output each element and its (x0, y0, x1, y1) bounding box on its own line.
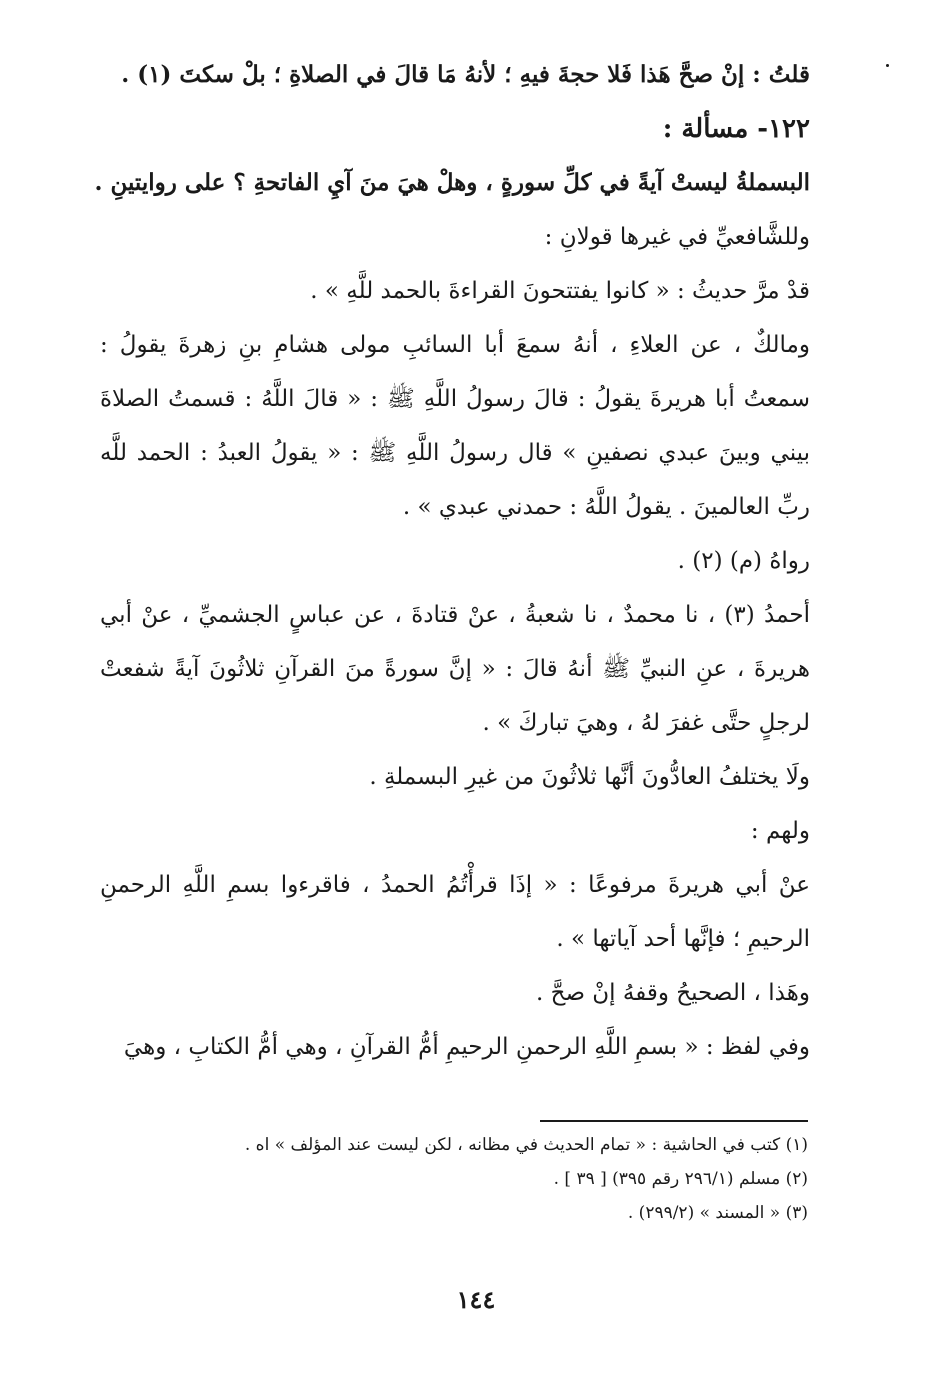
footnotes (200, 1128, 808, 1230)
page-body (94, 48, 810, 1074)
footnote-divider (540, 1120, 808, 1122)
footnote-1: (١) كتب في الحاشية : « تمام الحديث في مظانه ، لكن ليست عند المؤلف » اه . (244, 1135, 808, 1155)
page-number: ١٤٤ (456, 1285, 496, 1314)
footnote-2: (٢) مسلم (٢٩٦/١ رقم ٣٩٥) [ ٣٩ ] . (553, 1169, 808, 1189)
malik-narration: ومالكٌ ، عن العلاءِ ، أنهُ سمعَ أبا السائبِ مولى هشامِ بنِ زهرةَ يقولُ : سمعتُ أبا هريرةَ يقولُ : قالَ رسولُ اللَّهِ ﷺ : « قالَ اللَّهُ : قسمتُ الصلاةَ بيني وبينَ عبدي نصفينِ » قال رسولُ اللَّهِ ﷺ : « يقولُ العبدُ : الحمد للَّه ربِّ العالمينَ . يقولُ اللَّهُ : حمدني عبدي » . (100, 332, 810, 520)
muslim-attribution: رواهُ (م) (٢) . (677, 548, 810, 574)
ahmad-narration: أحمدُ (٣) ، نا محمدٌ ، نا شعبةُ ، عنْ قتادةَ ، عن عباسٍ الجشميِّ ، عنْ أبي هريرةَ ، عنِ النبيِّ ﷺ أنهُ قالَ : « إنَّ سورةً منَ القرآنِ ثلاثُونَ آيةً شفعتْ لرجلٍ حتَّى غفرَ لهُ ، وهيَ تباركَ » . (100, 602, 810, 736)
issue-heading: ١٢٢- مسألة : (662, 114, 810, 144)
footnote-3: (٣) « المسند » (٢٩٩/٢) . (627, 1203, 808, 1223)
shafii-opinion: وللشَّافعيِّ في غيرها قولانِ : (544, 224, 810, 250)
issue-question: البسملةُ ليستْ آيةً في كلِّ سورةٍ ، وهلْ هيَ منَ آيِ الفاتحةِ ؟ على روايتينِ . (94, 169, 810, 196)
another-wording: وفي لفظ : « بسمِ اللَّهِ الرحمنِ الرحيمِ أمُّ القرآنِ ، وهي أمُّ الكتابِ ، وهيَ (123, 1034, 810, 1060)
hadith-iftitah: قدْ مرَّ حديثُ : « كانوا يفتتحونَ القراءةَ بالحمد للَّهِ » . (310, 278, 810, 304)
counters-statement: ولَا يختلفُ العادُّونَ أنَّها ثلاثُونَ من غيرِ البسملةِ . (369, 764, 810, 790)
authenticity-note: وهَذا ، الصحيحُ وقفهُ إنْ صحَّ . (535, 980, 810, 1006)
opening-statement: قلتُ : إنْ صحَّ هَذا فَلا حجةَ فيهِ ؛ لأنهُ مَا قالَ في الصلاةِ ؛ بلْ سكتَ (١) . (121, 61, 810, 88)
their-evidence-label: ولهم : (750, 818, 810, 844)
stray-dot (886, 64, 889, 67)
abu-hurayra-narration: عنْ أبي هريرةَ مرفوعًا : « إذَا قرأْتُمُ الحمدُ ، فاقرءوا بسمِ اللَّهِ الرحمنِ الرحيمِ ؛ فإنَّها أحد آياتها » . (100, 872, 810, 952)
